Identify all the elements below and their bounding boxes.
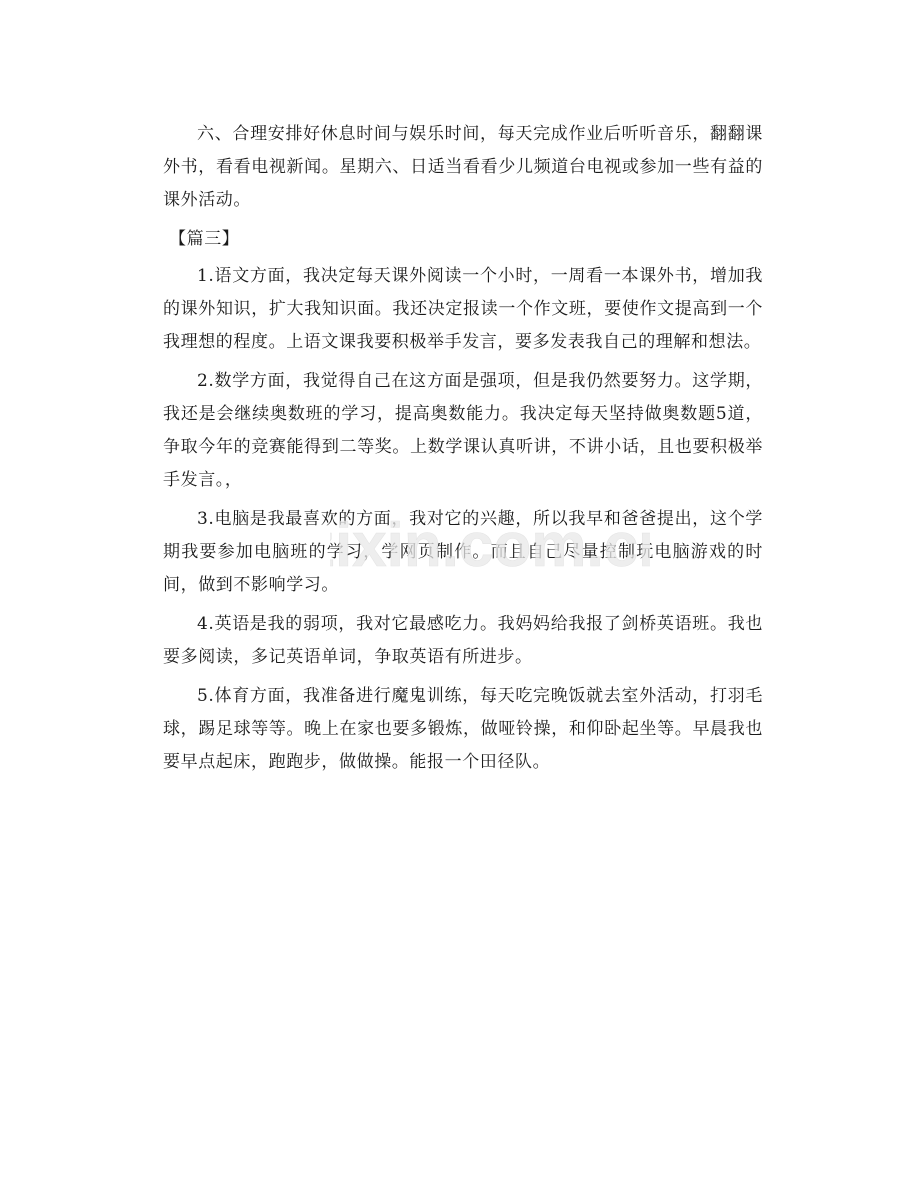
section-title: 【篇三】 [169,229,240,249]
list-item-math: 2.数学方面，我觉得自己在这方面是强项，但是我仍然要努力。这学期，我还是会继续奥数班的学习，提高奥数能力。我决定每天坚持做奥数题5道，争取今年的竞赛能得到二等奖。上数学课认真听讲，不讲小话，且也要积极举手发言。， [163,371,763,490]
list-item-chinese: 1.语文方面，我决定每天课外阅读一个小时，一周看一本课外书，增加我的课外知识，扩大我知识面。我还决定报读一个作文班，要使作文提高到一个我理想的程度。上语文课我要积极举手发言，要多发表我自己的理解和想法。 [163,266,763,352]
list-item-english: 4.英语是我的弱项，我对它最感吃力。我妈妈给我报了剑桥英语班。我也要多阅读，多记英语单词，争取英语有所进步。 [163,614,763,667]
paragraph-six: 六、合理安排好休息时间与娱乐时间，每天完成作业后听听音乐，翻翻课外书，看看电视新闻。星期六、日适当看看少儿频道台电视或参加一些有益的课外活动。 [163,124,763,210]
svg-text:zixin.com.cn: ixin.com.c [334,511,639,580]
list-item-computer: 3.电脑是我最喜欢的方面，我对它的兴趣，所以我早和爸爸提出，这个学期我要参加电脑班的学习，学网页制作。而且自己尽量控制玩电脑游戏的时间，做到不影响学习。 [163,509,763,595]
list-item-sports: 5.体育方面，我准备进行魔鬼训练，每天吃完晚饭就去室外活动，打羽毛球，踢足球等等。晚上在家也要多锻炼，做哑铃操，和仰卧起坐等。早晨我也要早点起床，跑跑步，做做操。能报一个田径队。 [163,686,763,772]
document-body [163,118,763,785]
